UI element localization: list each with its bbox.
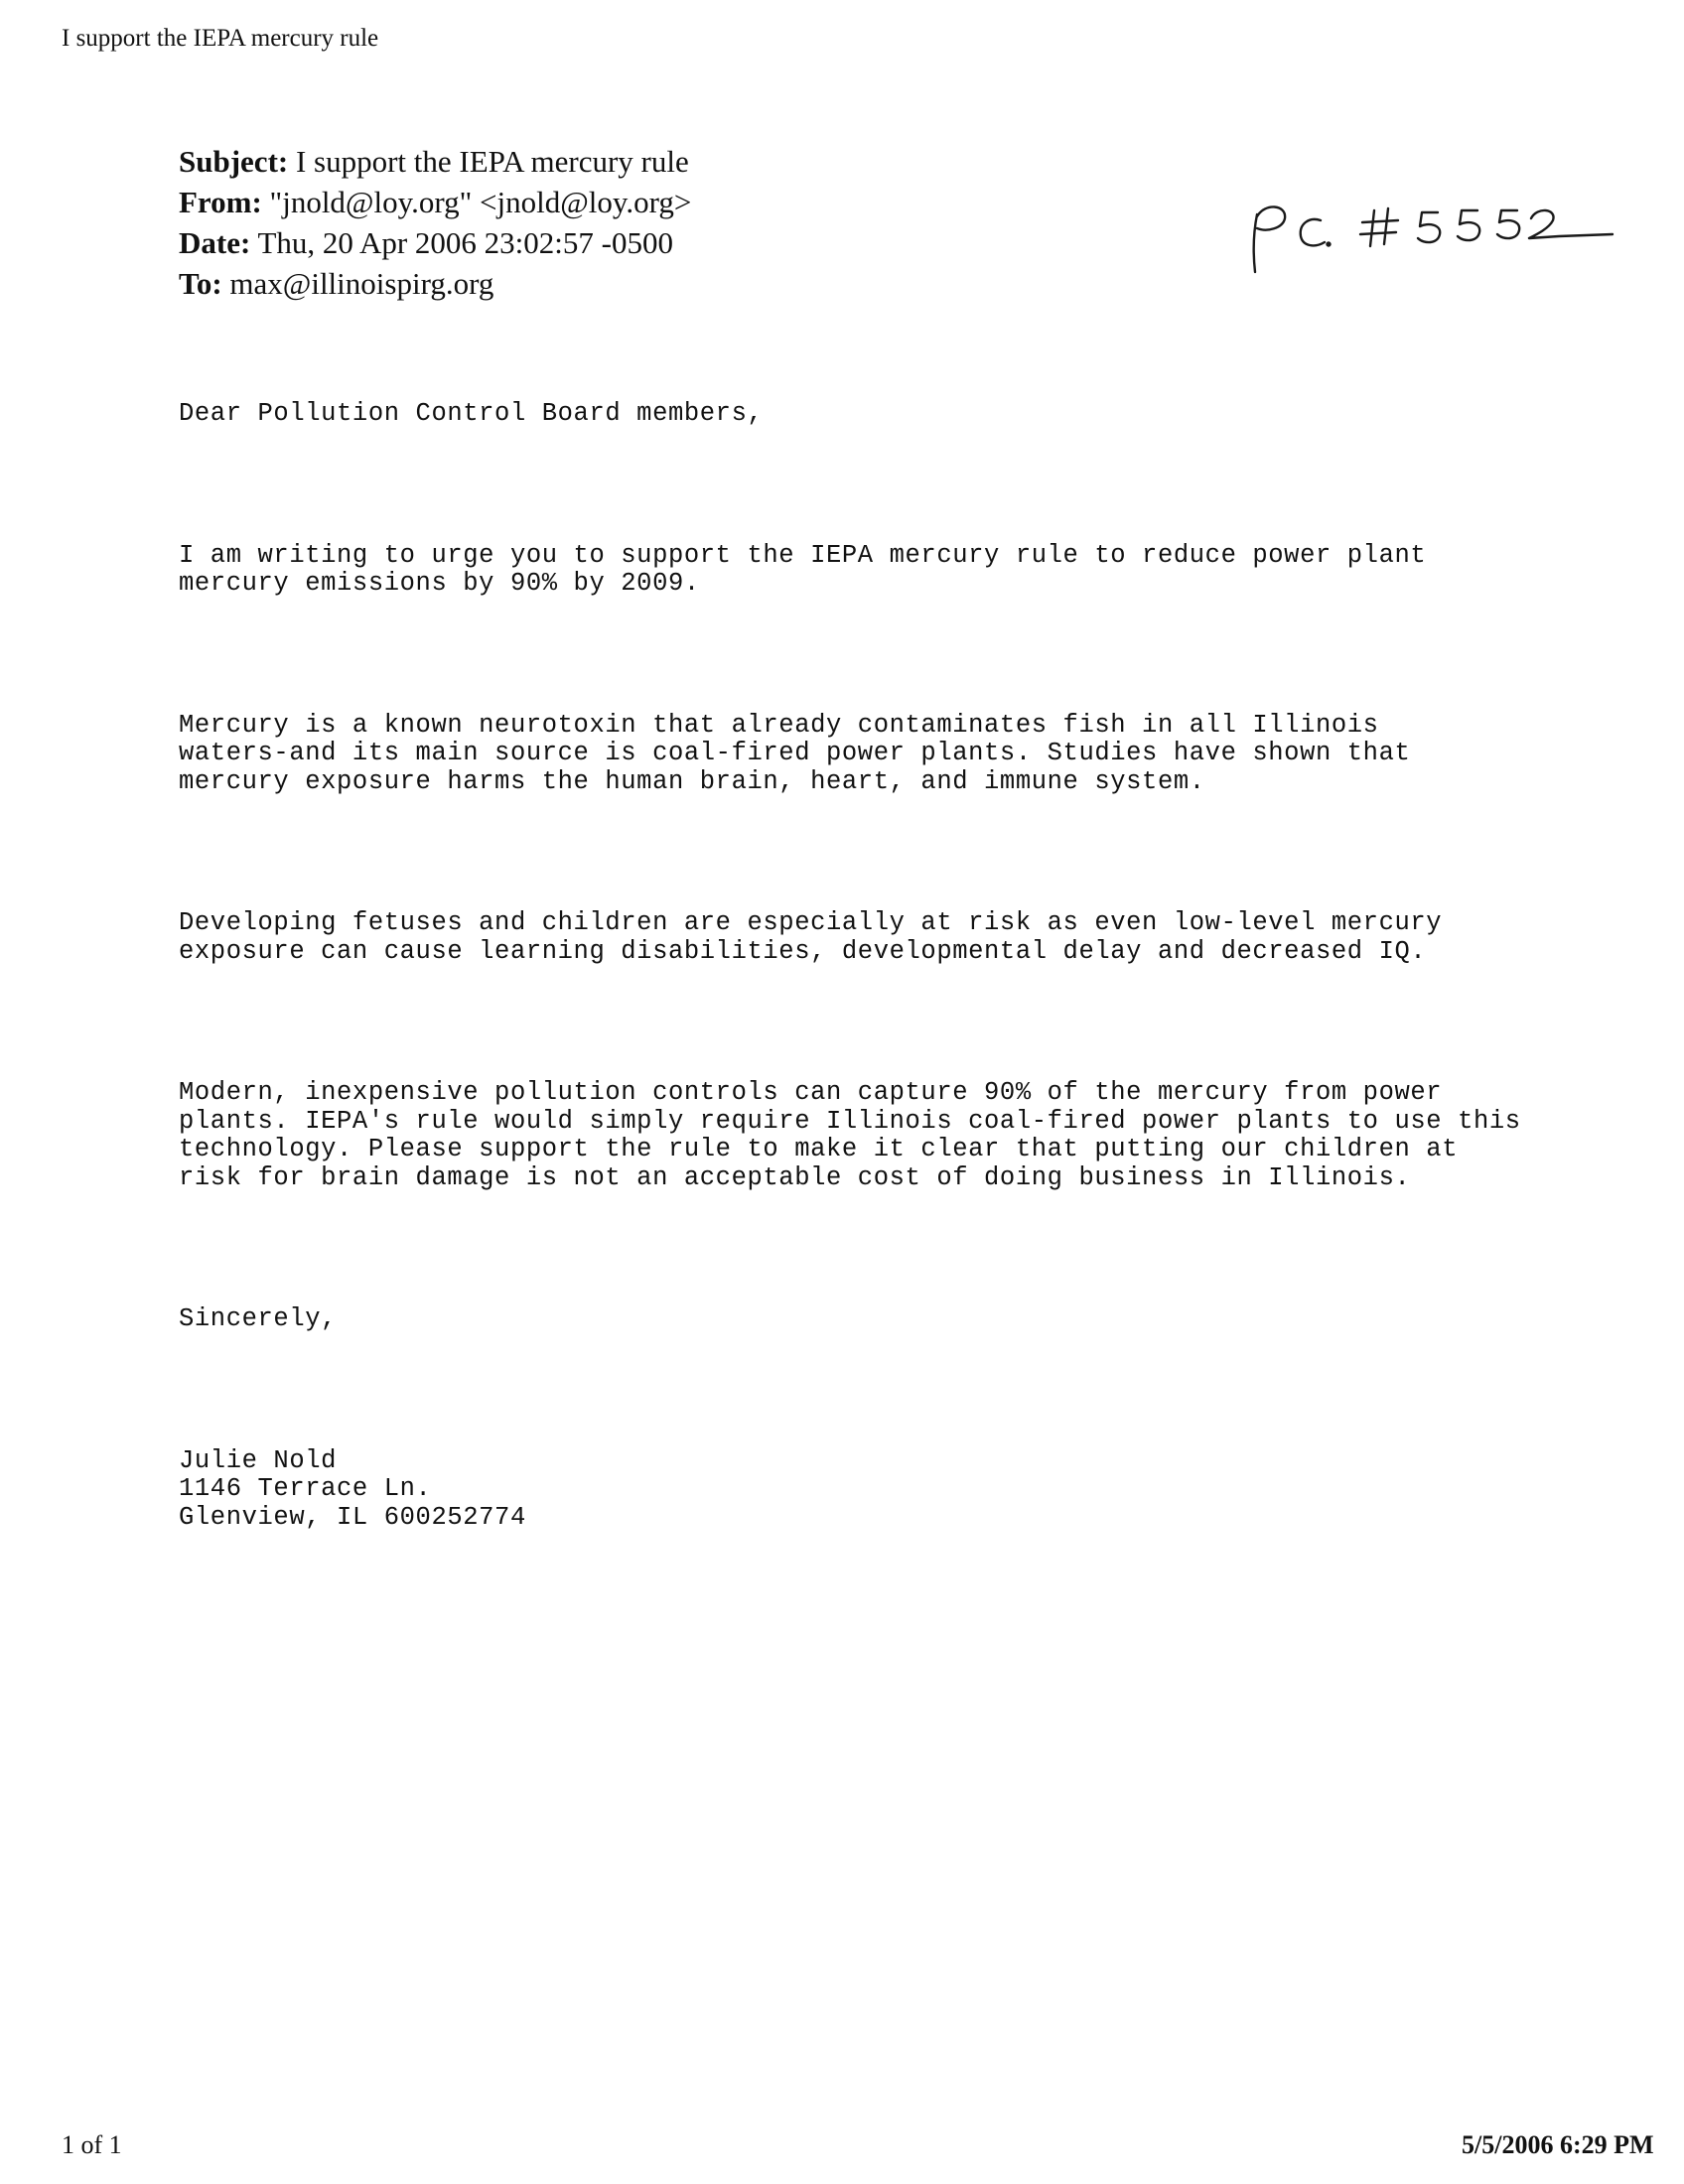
to-row — [179, 263, 691, 304]
subject-value: I support the IEPA mercury rule — [295, 144, 689, 179]
signature-address-city: Glenview, IL 600252774 — [179, 1502, 526, 1532]
paragraph-line: waters-and its main source is coal-fired power plants. Studies have shown that — [179, 739, 1411, 767]
date-row — [179, 222, 691, 263]
date-label: Date: — [179, 225, 251, 260]
paragraph-line: plants. IEPA's rule would simply require Illinois coal-fired power plants to use this — [179, 1106, 1521, 1136]
subject-label: Subject: — [179, 144, 289, 179]
paragraph-4 — [179, 1079, 1589, 1192]
email-headers — [179, 141, 691, 304]
page-count: 1 of 1 — [62, 2130, 122, 2159]
to-value: max@illinoispirg.org — [229, 266, 494, 301]
paragraph-line: technology. Please support the rule to make it clear that putting our children at — [179, 1135, 1459, 1163]
paragraph-3 — [179, 909, 1589, 966]
print-header-title: I support the IEPA mercury rule — [62, 25, 379, 52]
paragraph-line: I am writing to urge you to support the IEPA mercury rule to reduce power plant — [179, 540, 1427, 570]
paragraph-2 — [179, 712, 1589, 797]
email-body — [179, 343, 1589, 1588]
to-label: To: — [179, 266, 222, 301]
from-label: From: — [179, 185, 262, 219]
paragraph-line: exposure can cause learning disabilities, developmental delay and decreased IQ. — [179, 936, 1427, 966]
print-timestamp: 5/5/2006 6:29 PM — [1462, 2130, 1654, 2159]
paragraph-line: risk for brain damage is not an acceptable cost of doing business in Illinois. — [179, 1162, 1411, 1192]
from-row — [179, 182, 691, 222]
greeting-line: Dear Pollution Control Board members, — [179, 399, 764, 428]
from-value: "jnold@loy.org" <jnold@loy.org> — [269, 185, 692, 219]
signature-address-street: 1146 Terrace Ln. — [179, 1474, 432, 1503]
handwritten-pc-number — [1243, 195, 1620, 284]
subject-row — [179, 141, 691, 182]
paragraph-1 — [179, 542, 1589, 599]
closing — [179, 1305, 1589, 1334]
paragraph-line: Modern, inexpensive pollution controls can capture 90% of the mercury from power — [179, 1078, 1443, 1107]
closing-line: Sincerely, — [179, 1304, 338, 1333]
date-value: Thu, 20 Apr 2006 23:02:57 -0500 — [257, 225, 673, 260]
signature-name: Julie Nold — [179, 1445, 338, 1475]
paragraph-line: mercury exposure harms the human brain, heart, and immune system. — [179, 766, 1205, 796]
paragraph-line: Mercury is a known neurotoxin that already contaminates fish in all Illinois — [179, 710, 1379, 740]
signature-block — [179, 1447, 1589, 1533]
paragraph-line: mercury emissions by 90% by 2009. — [179, 569, 700, 598]
greeting — [179, 400, 1589, 429]
paragraph-line: Developing fetuses and children are especially at risk as even low-level mercury — [179, 908, 1443, 937]
